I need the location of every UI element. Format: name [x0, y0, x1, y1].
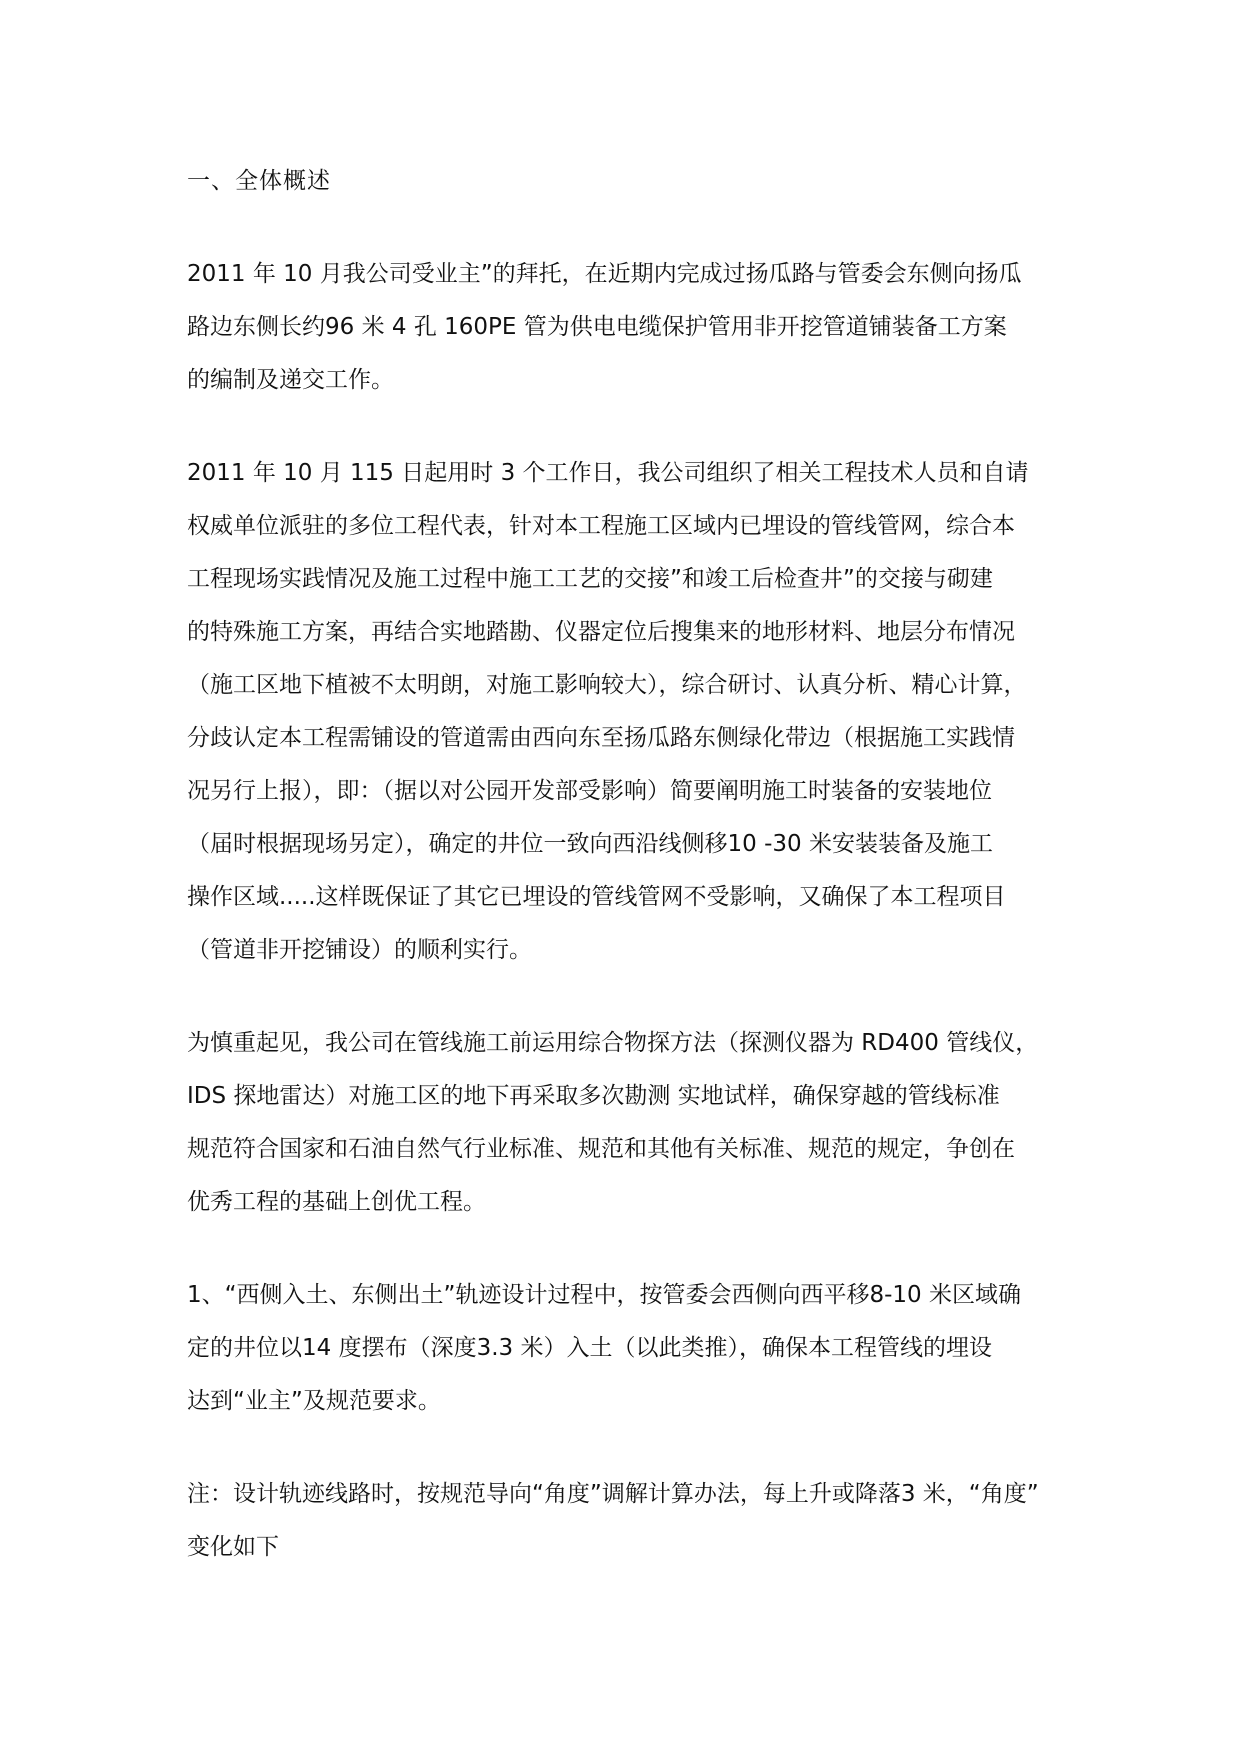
text-line: 为慎重起见，我公司在管线施工前运用综合物探方法（探测仪器为 RD400 管线仪，: [187, 1030, 1039, 1056]
text-line: 分歧认定本工程需铺设的管道需由西向东至扬瓜路东侧绿化带边（根据施工实践情: [187, 725, 1015, 751]
text-line: 的特殊施工方案，再结合实地踏勘、仪器定位后搜集来的地形材料、地层分布情况: [187, 619, 1015, 645]
text-line: 2011 年 10 月 115 日起用时 3 个工作日，我公司组织了相关工程技术人员和自请: [187, 460, 1029, 486]
text-line: 况另行上报），即：（据以对公园开发部受影响）简要阐明施工时装备的安装地位: [187, 778, 992, 804]
text-line: 规范符合国家和石油自然气行业标准、规范和其他有关标准、规范的规定，争创在: [187, 1136, 1015, 1162]
text-line: 路边东侧长约96 米 4 孔 160PE 管为供电电缆保护管用非开挖管道铺装备工方案: [187, 314, 1007, 340]
text-line: 工程现场实践情况及施工过程中施工工艺的交接”和竣工后检查井”的交接与砌建: [187, 566, 993, 592]
text-line: 1、“西侧入土、东侧出土”轨迹设计过程中，按管委会西侧向西平移8-10 米区域确: [187, 1282, 1021, 1308]
text-line: 的编制及递交工作。: [187, 367, 394, 393]
paragraph-note: [187, 1468, 1087, 1574]
text-line: 注：设计轨迹线路时，按规范导向“角度”调解计算办法，每上升或降落3 米，“角度”: [187, 1481, 1039, 1507]
paragraph-task-overview: [187, 248, 1087, 407]
paragraph-geophysical-survey: [187, 1017, 1087, 1229]
text-line: 权威单位派驻的多位工程代表，针对本工程施工区域内已埋设的管线管网，综合本: [187, 513, 1015, 539]
document-body: [187, 155, 1087, 1614]
text-line: 变化如下: [187, 1534, 279, 1560]
paragraph-trajectory-design: [187, 1269, 1087, 1428]
text-line: 操作区域.....这样既保证了其它已埋设的管线管网不受影响，又确保了本工程项目: [187, 884, 1006, 910]
text-line: （届时根据现场另定），确定的井位一致向西沿线侧移10 -30 米安装装备及施工: [187, 831, 993, 857]
text-line: 2011 年 10 月我公司受业主”的拜托，在近期内完成过扬瓜路与管委会东侧向扬瓜: [187, 261, 1022, 287]
paragraph-survey-plan: [187, 447, 1087, 977]
text-line: IDS 探地雷达）对施工区的地下再采取多次勘测 实地试样，确保穿越的管线标准: [187, 1083, 1000, 1109]
text-line: （施工区地下植被不太明朗，对施工影响较大），综合研讨、认真分析、精心计算，: [187, 672, 1027, 698]
text-line: 优秀工程的基础上创优工程。: [187, 1189, 486, 1215]
text-line: 达到“业主”及规范要求。: [187, 1388, 441, 1414]
section-heading: 一、全体概述: [187, 168, 331, 194]
text-line: 定的井位以14 度摆布（深度3.3 米）入土（以此类推），确保本工程管线的埋设: [187, 1335, 992, 1361]
text-line: （管道非开挖铺设）的顺利实行。: [187, 937, 532, 963]
